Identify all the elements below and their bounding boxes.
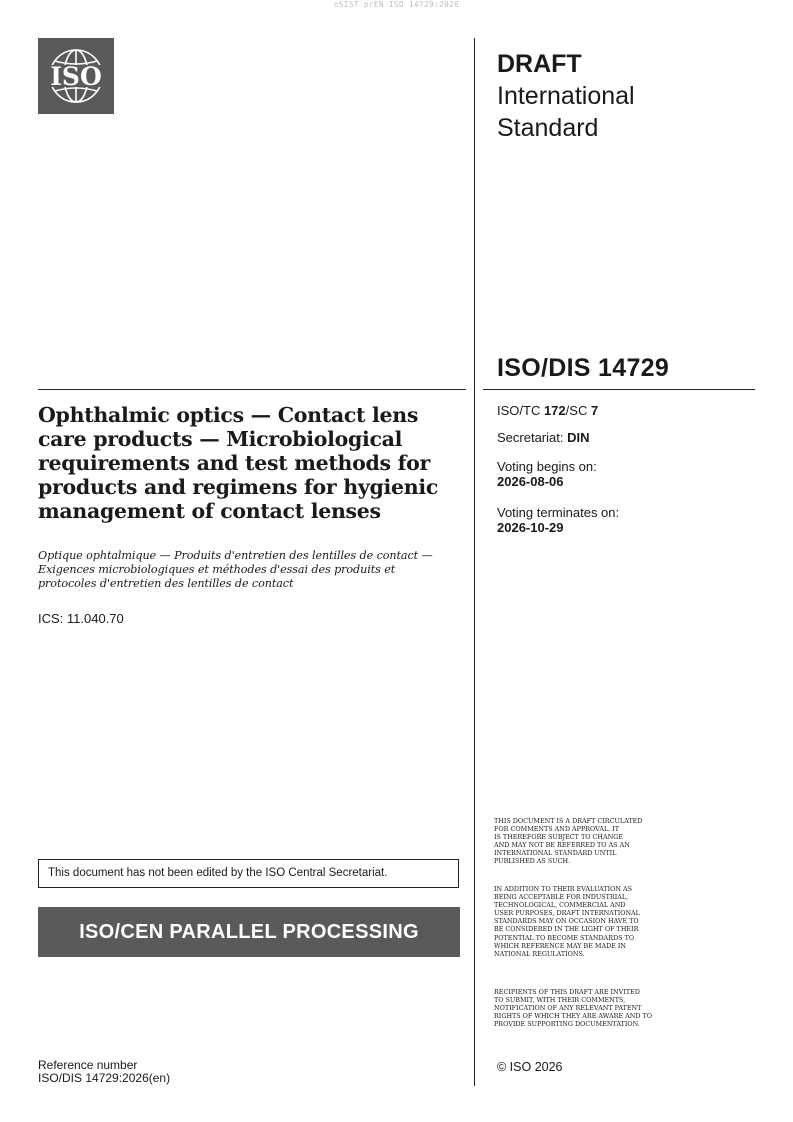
parallel-processing-banner: ISO/CEN PARALLEL PROCESSING: [38, 907, 460, 957]
watermark: oSIST prEN ISO 14729:2026: [333, 0, 460, 9]
draft-label: DRAFT: [497, 50, 582, 78]
logo-text: ISO: [50, 62, 102, 91]
right-horizontal-rule: [483, 389, 755, 390]
secretariat: Secretariat: DIN: [497, 430, 590, 445]
voting-terminates-label: Voting terminates on:: [497, 505, 620, 520]
globe-icon: [38, 38, 114, 114]
draft-notice-paragraph: THIS DOCUMENT IS A DRAFT CIRCULATED FOR COMMENTS AND APPROVAL. IT IS THEREFORE SUBJECT TO CHANGE AND MAY NOT BE REFERRED TO AS AN INTERNATIONAL STANDARD UNTIL PUBLISHED AS SUCH.: [494, 817, 643, 866]
international-label: International: [497, 82, 635, 110]
reference-label: Reference number: [38, 1058, 138, 1072]
french-title: Optique ophtalmique — Produits d'entretien des lentilles de contact — Exigences microbiologiques et méthodes d'essai des produits et protocoles d'entretien des lentilles de contact: [38, 549, 433, 590]
voting-begins-date: 2026-08-06: [497, 474, 564, 489]
standard-label: Standard: [497, 114, 599, 142]
patent-notice-paragraph: RECIPIENTS OF THIS DRAFT ARE INVITED TO SUBMIT, WITH THEIR COMMENTS, NOTIFICATION OF ANY RELEVANT PATENT RIGHTS OF WHICH THEY ARE AWARE AND TO PROVIDE SUPPORTING DOCUMENTATION.: [494, 988, 653, 1029]
voting-terminates-date: 2026-10-29: [497, 520, 564, 535]
standard-number: ISO/DIS 14729: [497, 354, 670, 382]
ics-code: ICS: 11.040.70: [38, 611, 124, 626]
voting-begins-label: Voting begins on:: [497, 459, 597, 474]
iso-logo: [38, 38, 114, 114]
reference-number: [38, 1059, 170, 1085]
technical-committee: ISO/TC 172/SC 7: [497, 403, 599, 418]
left-horizontal-rule: [38, 389, 466, 390]
reference-value: ISO/DIS 14729:2026(en): [38, 1071, 171, 1085]
vertical-divider: [474, 38, 475, 1086]
document-type-heading: [497, 48, 635, 144]
copyright: © ISO 2026: [497, 1060, 563, 1074]
evaluation-notice-paragraph: IN ADDITION TO THEIR EVALUATION AS BEING ACCEPTABLE FOR INDUSTRIAL, TECHNOLOGICAL, COMMERCIAL AND USER PURPOSES, DRAFT INTERNATIONAL STANDARDS MAY ON OCCASION HAVE TO BE CONSIDERED IN THE LIGHT OF THEIR POTENTIAL TO BECOME STANDARDS TO WHICH REFERENCE MAY BE MADE IN NATIONAL REGULATIONS.: [494, 885, 640, 958]
document-title: Ophthalmic optics — Contact lens care products — Microbiological requirements and test methods for products and regimens for hygienic management of contact lenses: [38, 403, 439, 523]
edit-notice-box: This document has not been edited by the ISO Central Secretariat.: [38, 859, 459, 888]
